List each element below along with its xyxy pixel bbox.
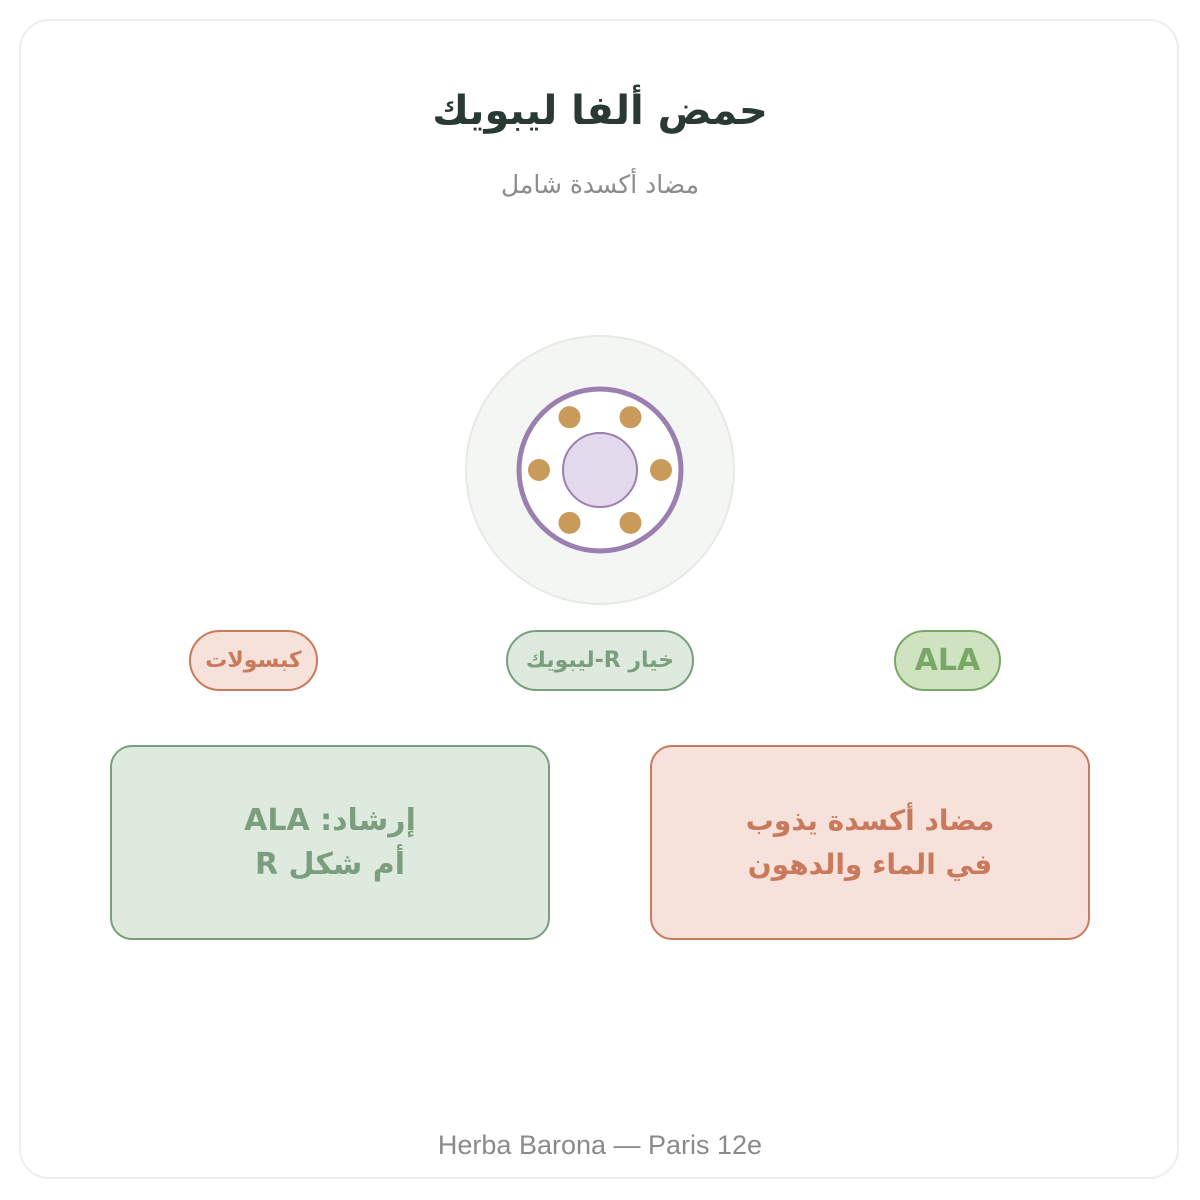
emblem-dot [528,459,550,481]
page-title: حمض ألفا ليبويك [432,88,768,134]
tip-line-2: أم شكل R [255,846,405,882]
tag-capsules: كبسولات [189,630,318,691]
tag-ala: ALA [894,630,1001,691]
capsule-molecule-icon [464,334,736,606]
tag-r-lipoic-option: خيار R-ليبويك [506,630,694,691]
footer-brand: Herba Barona — Paris 12e [437,1130,763,1160]
emblem-dot [559,512,581,534]
tip-line-1: إرشاد: ALA [244,802,416,838]
antioxidant-line-2: في الماء والدهون [747,847,993,881]
antioxidant-box [650,745,1090,940]
emblem-dot [620,512,642,534]
tip-box [110,745,550,940]
page-subtitle: مضاد أكسدة شامل [501,170,699,199]
emblem-dot [620,406,642,428]
emblem-inner-circle [563,433,637,507]
emblem-dot [650,459,672,481]
antioxidant-line-1: مضاد أكسدة يذوب [745,803,995,837]
emblem-dot [559,406,581,428]
